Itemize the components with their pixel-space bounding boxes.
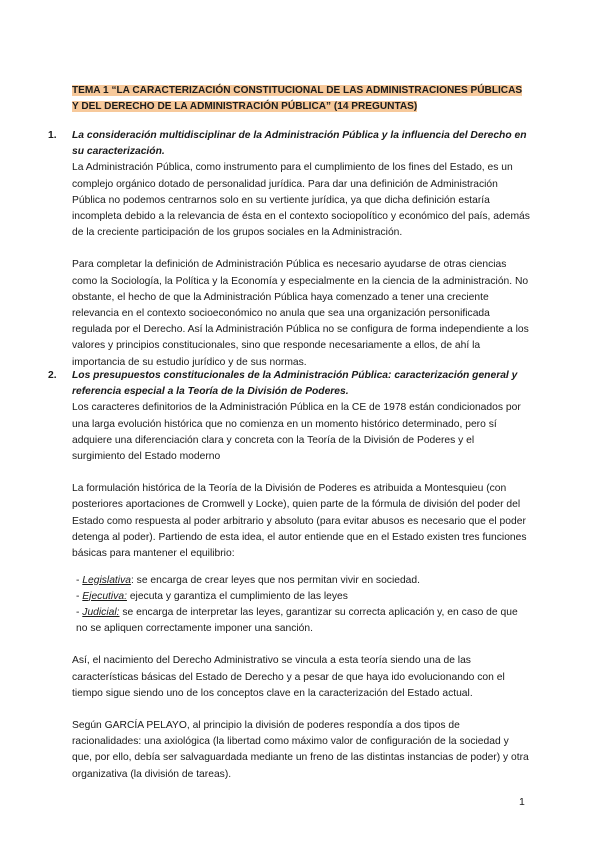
list-bullet: -	[76, 574, 83, 586]
list-term: Judicial:	[82, 606, 120, 618]
section-1-paragraph-2: Para completar la definición de Administración Pública es necesario ayudarse de otras ciencias como la Sociología, la Política y la Economía y especialmente en la ciencia de la administración. No obstante, el hecho de que la Administración Pública haya comenzado a tener una creciente relevancia en el contexto socioeconómico no anula que sea una organización personificada regulada por el Derecho. Así la Administración Pública no se configura de forma independiente a los valores y principios constitucionales, sino que responde necesariamente a ellos, de ahí la importancia de su estudio jurídico y de sus normas.	[72, 259, 529, 368]
section-2-paragraph-1: Los caracteres definitorios de la Administración Pública en la CE de 1978 están condicionados por una larga evolución histórica que no comienza en un momento histórico determinado, pero sí adquiere una diferenciación clara y concreta con la Teoría de la División de Poderes y el surgimiento del Estado moderno	[72, 402, 521, 463]
section-1	[48, 128, 530, 381]
section-1-paragraph-1: La Administración Pública, como instrumento para el cumplimiento de los fines del Estado, es un complejo orgánico dotado de personalidad jurídica. Para dar una definición de Administración Pública no podemos centrarnos solo en su vertiente jurídica, ya que dicha definición estaría incompleta debido a la relevancia de ésta en el contexto sociopolítico y económico del país, además de la creciente participación de los grupos sociales en la Administración.	[72, 162, 530, 239]
list-item	[72, 605, 530, 637]
list-term: Ejecutiva:	[82, 590, 127, 602]
list-item	[72, 589, 530, 605]
list-bullet: -	[76, 590, 83, 602]
list-term: Legislativa	[82, 574, 131, 586]
powers-list	[72, 573, 530, 638]
section-1-heading: La consideración multidisciplinar de la Administración Pública y la influencia del Derecho en su caracterización.	[72, 130, 527, 158]
section-2-paragraph-3: Así, el nacimiento del Derecho Administrativo se vincula a esta teoría siendo una de las características básicas del Estado de Derecho y a pesar de que haya ido evolucionando con el tiempo sigue siendo uno de los conceptos clave en la caracterización del Estado actual.	[72, 655, 505, 699]
title-highlight: TEMA 1 “LA CARACTERIZACIÓN CONSTITUCIONAL DE LAS ADMINISTRACIONES PÚBLICAS Y DEL DERECHO DE LA ADMINISTRACIÓN PÚBLICA” (14 PREGUNTAS)	[72, 85, 523, 112]
section-2	[48, 368, 530, 793]
section-2-heading: Los presupuestos constitucionales de la Administración Pública: caracterización general y referencia especial a la Teoría de la División de Poderes.	[72, 370, 518, 398]
list-text: se encarga de interpretar las leyes, garantizar su correcta aplicación y, en caso de que no se apliquen correctamente imponer una sanción.	[76, 606, 518, 635]
list-bullet: -	[76, 606, 83, 618]
section-2-paragraph-4: Según GARCÍA PELAYO, al principio la división de poderes respondía a dos tipos de racionalidades: una axiológica (la libertad como máximo valor de configuración de la sociedad y que, por ello, debía ser salvaguardada mediante un freno de las distintas instancias de poder) y otra organizativa (la división de tareas).	[72, 719, 529, 780]
list-text: ejecuta y garantiza el cumplimiento de las leyes	[126, 590, 348, 602]
page-number: 1	[519, 796, 525, 808]
list-text: : se encarga de crear leyes que nos permitan vivir en sociedad.	[130, 574, 420, 586]
list-item	[72, 573, 530, 589]
document-title	[72, 83, 530, 114]
section-2-paragraph-2: La formulación histórica de la Teoría de la División de Poderes es atribuida a Montesquieu (con posteriores aportaciones de Cromwell y Locke), quien parte de la fórmula de división del poder del Estado como respuesta al poder arbitrario y absoluto (para evitar abusos es necesario que el poder detenga al poder). Partiendo de esta idea, el autor entiende que en el Estado existen tres funciones básicas para mantener el equilibrio:	[72, 483, 527, 560]
section-1-number: 1.	[48, 130, 57, 141]
section-2-number: 2.	[48, 370, 57, 381]
